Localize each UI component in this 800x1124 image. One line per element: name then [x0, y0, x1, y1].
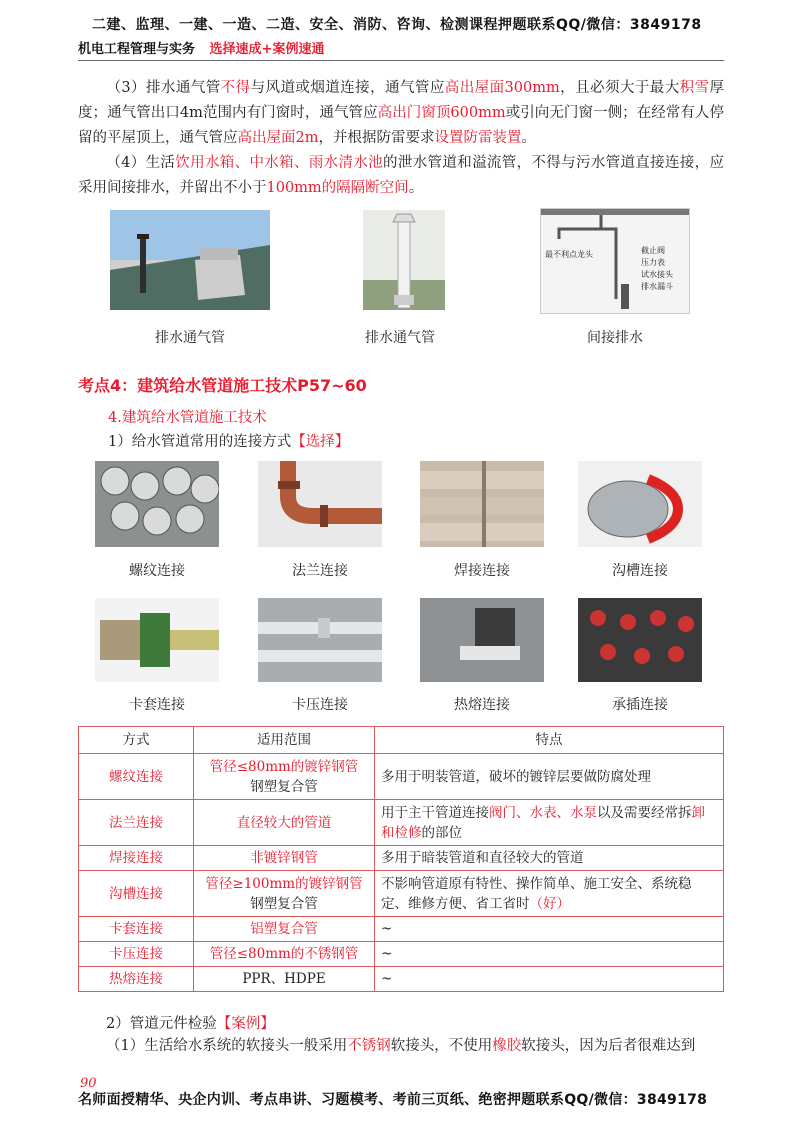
header-divider	[78, 60, 724, 61]
threaded-connection-photo	[95, 461, 219, 547]
caption-grooved: 沟槽连接	[612, 563, 668, 579]
header-book-line	[78, 38, 324, 57]
subsection-title: 4.建筑给水管道施工技术	[108, 410, 267, 426]
diagram-label-gauge: 压力表	[641, 258, 665, 267]
caption-fusion: 热熔连接	[454, 697, 510, 713]
inspection-paragraph: （1）生活给水系统的软接头一般采用不锈钢软接头，不使用橡胶软接头，因为后者很难达到	[106, 1038, 696, 1054]
flange-connection-photo	[258, 461, 382, 547]
caption-welded: 焊接连接	[454, 563, 510, 579]
connection-methods-heading: 1）给水管道常用的连接方式【选择】	[108, 434, 350, 450]
section-title: 考点4：建筑给水管道施工技术P57~60	[78, 376, 367, 395]
inspection-heading: 2）管道元件检验【案例】	[106, 1016, 275, 1032]
diagram-labels	[641, 245, 673, 293]
caption-socket: 承插连接	[612, 697, 668, 713]
table-row: 沟槽连接 管径≥100mm的镀锌钢管 钢塑复合管 不影响管道原有特性、操作简单、施工安全、系统稳定、维修方便、省工省时（好）	[79, 871, 724, 917]
caption-indirect-drain: 间接排水	[587, 330, 643, 346]
table-row: 螺纹连接 管径≤80mm的镀锌钢管 钢塑复合管 多用于明装管道，破坏的镀锌层要做防腐处理	[79, 754, 724, 800]
socket-connection-photo	[578, 598, 702, 682]
table-row: 卡压连接 管径≤80mm的不锈钢管 ~	[79, 942, 724, 967]
diagram-label-funnel: 排水漏斗	[641, 282, 673, 291]
fusion-connection-photo	[420, 598, 544, 682]
caption-vent-2: 排水通气管	[365, 330, 435, 346]
caption-threaded: 螺纹连接	[129, 563, 185, 579]
page-number: 90	[80, 1076, 97, 1091]
table-row: 热熔连接 PPR、HDPE ~	[79, 967, 724, 992]
header-contact-line: 二建、监理、一建、一造、二造、安全、消防、咨询、检测课程押题联系QQ/微信：3849178	[92, 17, 702, 33]
book-title: 机电工程管理与实务	[78, 42, 196, 57]
caption-ferrule: 卡套连接	[129, 697, 185, 713]
table-header: 适用范围	[194, 727, 375, 754]
press-connection-photo	[258, 598, 382, 682]
table-header: 特点	[375, 727, 724, 754]
diagram-label-valve: 截止阀	[641, 246, 665, 255]
caption-flange: 法兰连接	[292, 563, 348, 579]
diagram-label-test: 试水接头	[641, 270, 673, 279]
paragraph-indirect-drain: （4）生活饮用水箱、中水箱、雨水清水池的泄水管道和溢流管，不得与污水管道直接连接，应采用间接排水，并留出不小于100mm的隔隔断空间。	[78, 155, 725, 196]
diagram-label-tap: 最不利点龙头	[545, 250, 593, 259]
vent-pipe-photo	[363, 210, 445, 310]
table-header-row	[79, 727, 724, 754]
table-row: 卡套连接 铝塑复合管 ~	[79, 917, 724, 942]
caption-vent-1: 排水通气管	[155, 330, 225, 346]
table-row: 法兰连接 直径较大的管道 用于主干管道连接阀门、水表、水泵以及需要经常拆卸和检修的部位	[79, 800, 724, 846]
indirect-drain-diagram	[540, 208, 690, 314]
caption-press: 卡压连接	[292, 697, 348, 713]
ferrule-connection-photo	[95, 598, 219, 682]
book-tagline: 选择速成+案例速通	[209, 42, 325, 57]
footer-contact-line: 名师面授精华、央企内训、考点串讲、习题模考、考前三页纸、绝密押题联系QQ/微信：3849178	[78, 1092, 708, 1108]
table-row: 焊接连接 非镀锌钢管 多用于暗装管道和直径较大的管道	[79, 846, 724, 871]
connection-methods-table	[78, 726, 724, 992]
paragraph-vent-pipe: （3）排水通气管不得与风道或烟道连接，通气管应高出屋面300mm，且必须大于最大积雪厚度；通气管出口4m范围内有门窗时，通气管应高出门窗顶600mm或引向无门窗一侧；在经常有人停留的平屋顶上，通气管应高出屋面2m，并根据防雷要求设置防雷装置。	[78, 80, 725, 146]
vent-pipe-roof-photo	[110, 210, 270, 310]
grooved-connection-photo	[578, 461, 702, 547]
welded-connection-photo	[420, 461, 544, 547]
table-header: 方式	[79, 727, 194, 754]
